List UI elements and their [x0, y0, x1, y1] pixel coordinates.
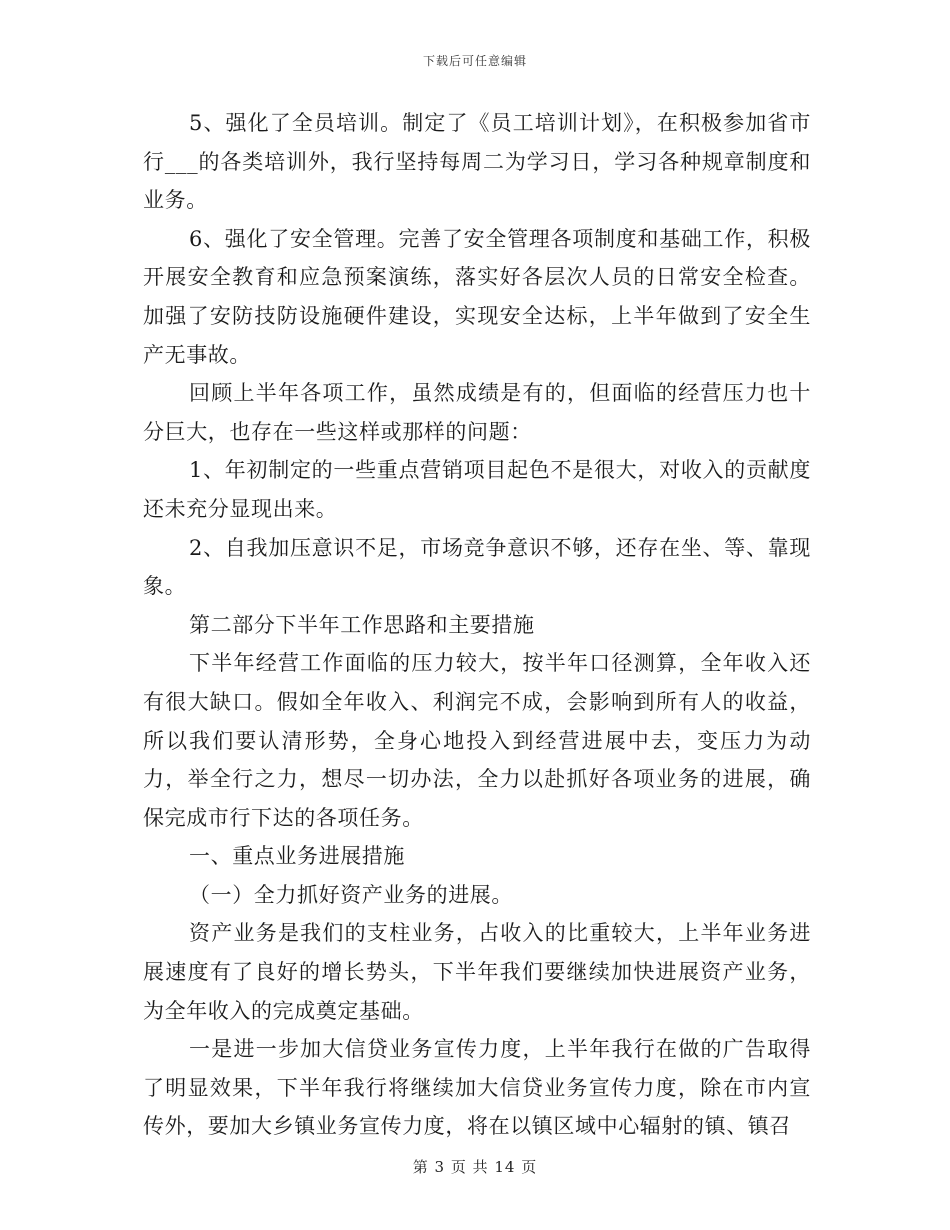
paragraph: 回顾上半年各项工作，虽然成绩是有的，但面临的经营压力也十分巨大，也存在一些这样或那样的问题：	[143, 381, 811, 444]
paragraph: 一是进一步加大信贷业务宣传力度，上半年我行在做的广告取得了明显效果，下半年我行将继续加大信贷业务宣传力度，除在市内宣传外，要加大乡镇业务宣传力度，将在以镇区域中心辐射的镇、镇召	[143, 1037, 811, 1139]
document-body	[143, 104, 811, 1146]
paragraph: 下半年经营工作面临的压力较大，按半年口径测算，全年收入还有很大缺口。假如全年收入、利润完不成，会影响到所有人的收益，所以我们要认清形势，全身心地投入到经营进展中去，变压力为动力，举全行之力，想尽一切办法，全力以赴抓好各项业务的进展，确保完成市行下达的各项任务。	[143, 651, 811, 830]
paragraph: 6、强化了安全管理。完善了安全管理各项制度和基础工作，积极开展安全教育和应急预案演练，落实好各层次人员的日常安全检查。加强了安防技防设施硬件建设，实现安全达标，上半年做到了安全生产无事故。	[143, 226, 811, 367]
section-heading: 一、重点业务进展措施	[189, 844, 405, 869]
section-heading: 第二部分下半年工作思路和主要措施	[189, 612, 535, 637]
paragraph: 2、自我加压意识不足，市场竞争意识不够，还存在坐、等、靠现象。	[143, 535, 811, 599]
page-number: 第 3 页 共 14 页	[412, 1158, 538, 1176]
paragraph: 5、强化了全员培训。制定了《员工培训计划》，在积极参加省市行___的各类培训外，我行坚持每周二为学习日，学习各种规章制度和业务。	[143, 111, 811, 213]
subsection-heading: （一）全力抓好资产业务的进展。	[189, 882, 513, 907]
paragraph: 1、年初制定的一些重点营销项目起色不是很大，对收入的贡献度还未充分显现出来。	[143, 458, 811, 521]
paragraph: 资产业务是我们的支柱业务，占收入的比重较大，上半年业务进展速度有了良好的增长势头，下半年我们要继续加快进展资产业务，为全年收入的完成奠定基础。	[143, 921, 811, 1023]
page-header: 下载后可任意编辑	[422, 54, 527, 68]
